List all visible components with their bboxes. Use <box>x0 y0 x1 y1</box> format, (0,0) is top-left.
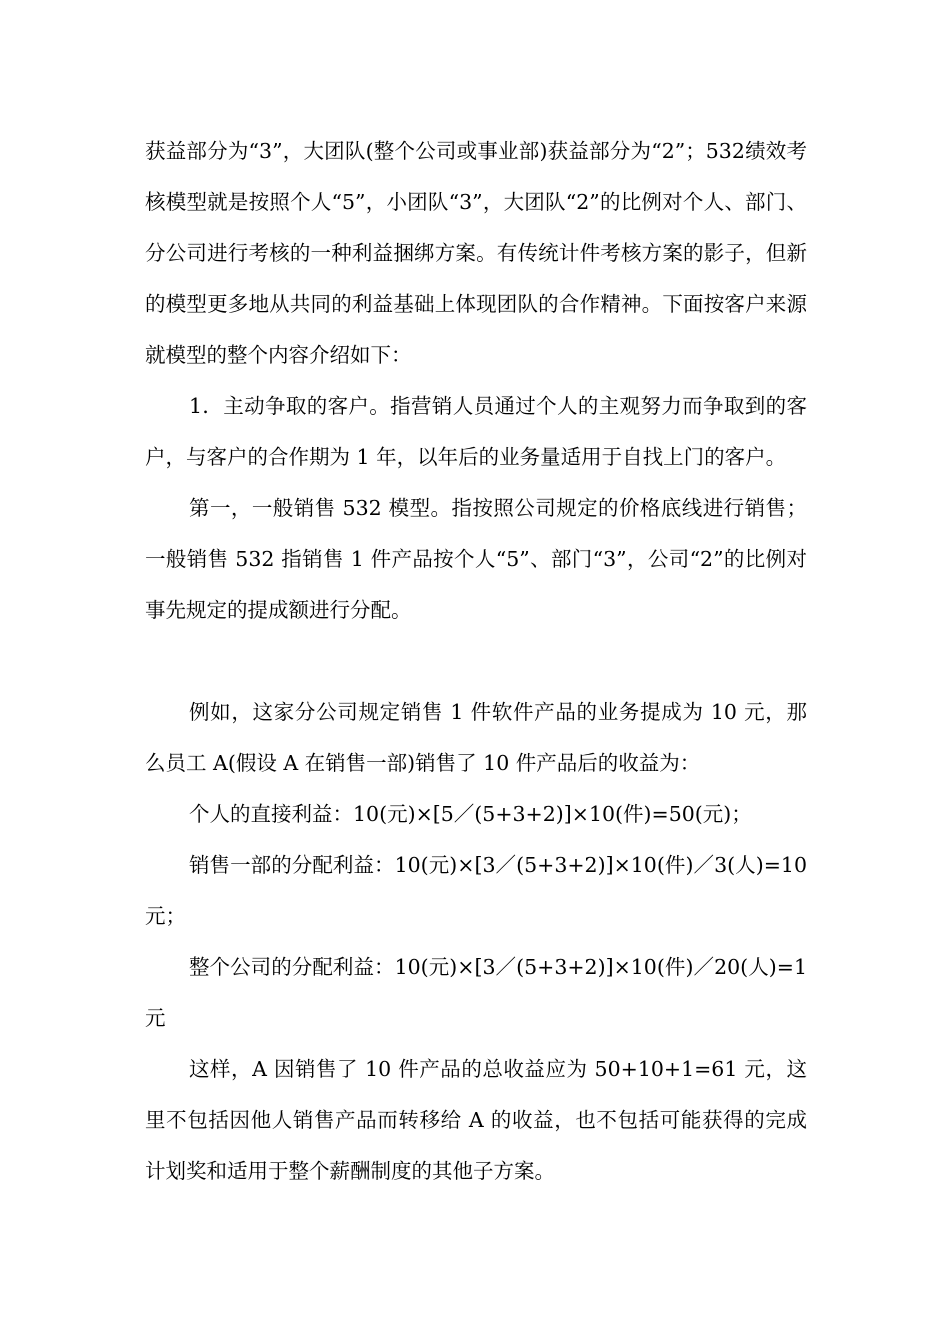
paragraph-model-intro: 获益部分为“3”，大团队(整个公司或事业部)获益部分为“2”；532绩效考核模型就是按照个人“5”，小团队“3”，大团队“2”的比例对个人、部门、分公司进行考核的一种利益捆绑方案。有传统计件考核方案的影子，但新的模型更多地从共同的利益基础上体现团队的合作精神。下面按客户来源就模型的整个内容介绍如下： <box>145 139 807 367</box>
formula-company-benefit: 整个公司的分配利益：10(元)×[3／(5+3+2)]×10(件)／20(人)=1元 <box>145 955 807 1030</box>
formula-personal-benefit: 个人的直接利益：10(元)×[5／(5+3+2)]×10(件)=50(元)； <box>189 802 752 826</box>
document-body <box>145 126 807 1197</box>
blank-line <box>145 636 807 687</box>
paragraph-example: 例如，这家分公司规定销售 1 件软件产品的业务提成为 10 元，那么员工 A(假设 A 在销售一部)销售了 10 件产品后的收益为： <box>145 700 807 775</box>
formula-department-benefit: 销售一部的分配利益：10(元)×[3／(5+3+2)]×10(件)／3(人)=10元； <box>145 853 807 928</box>
paragraph-total-benefit: 这样，A 因销售了 10 件产品的总收益应为 50+10+1=61 元，这里不包括因他人销售产品而转移给 A 的收益，也不包括可能获得的完成计划奖和适用于整个薪酬制度的其他子方案。 <box>145 1057 807 1183</box>
paragraph-general-sales-model: 第一，一般销售 532 模型。指按照公司规定的价格底线进行销售；一般销售 532 指销售 1 件产品按个人“5”、部门“3”，公司“2”的比例对事先规定的提成额进行分配。 <box>145 496 807 622</box>
paragraph-active-customers: 1．主动争取的客户。指营销人员通过个人的主观努力而争取到的客户，与客户的合作期为 1 年，以年后的业务量适用于自找上门的客户。 <box>145 394 807 469</box>
